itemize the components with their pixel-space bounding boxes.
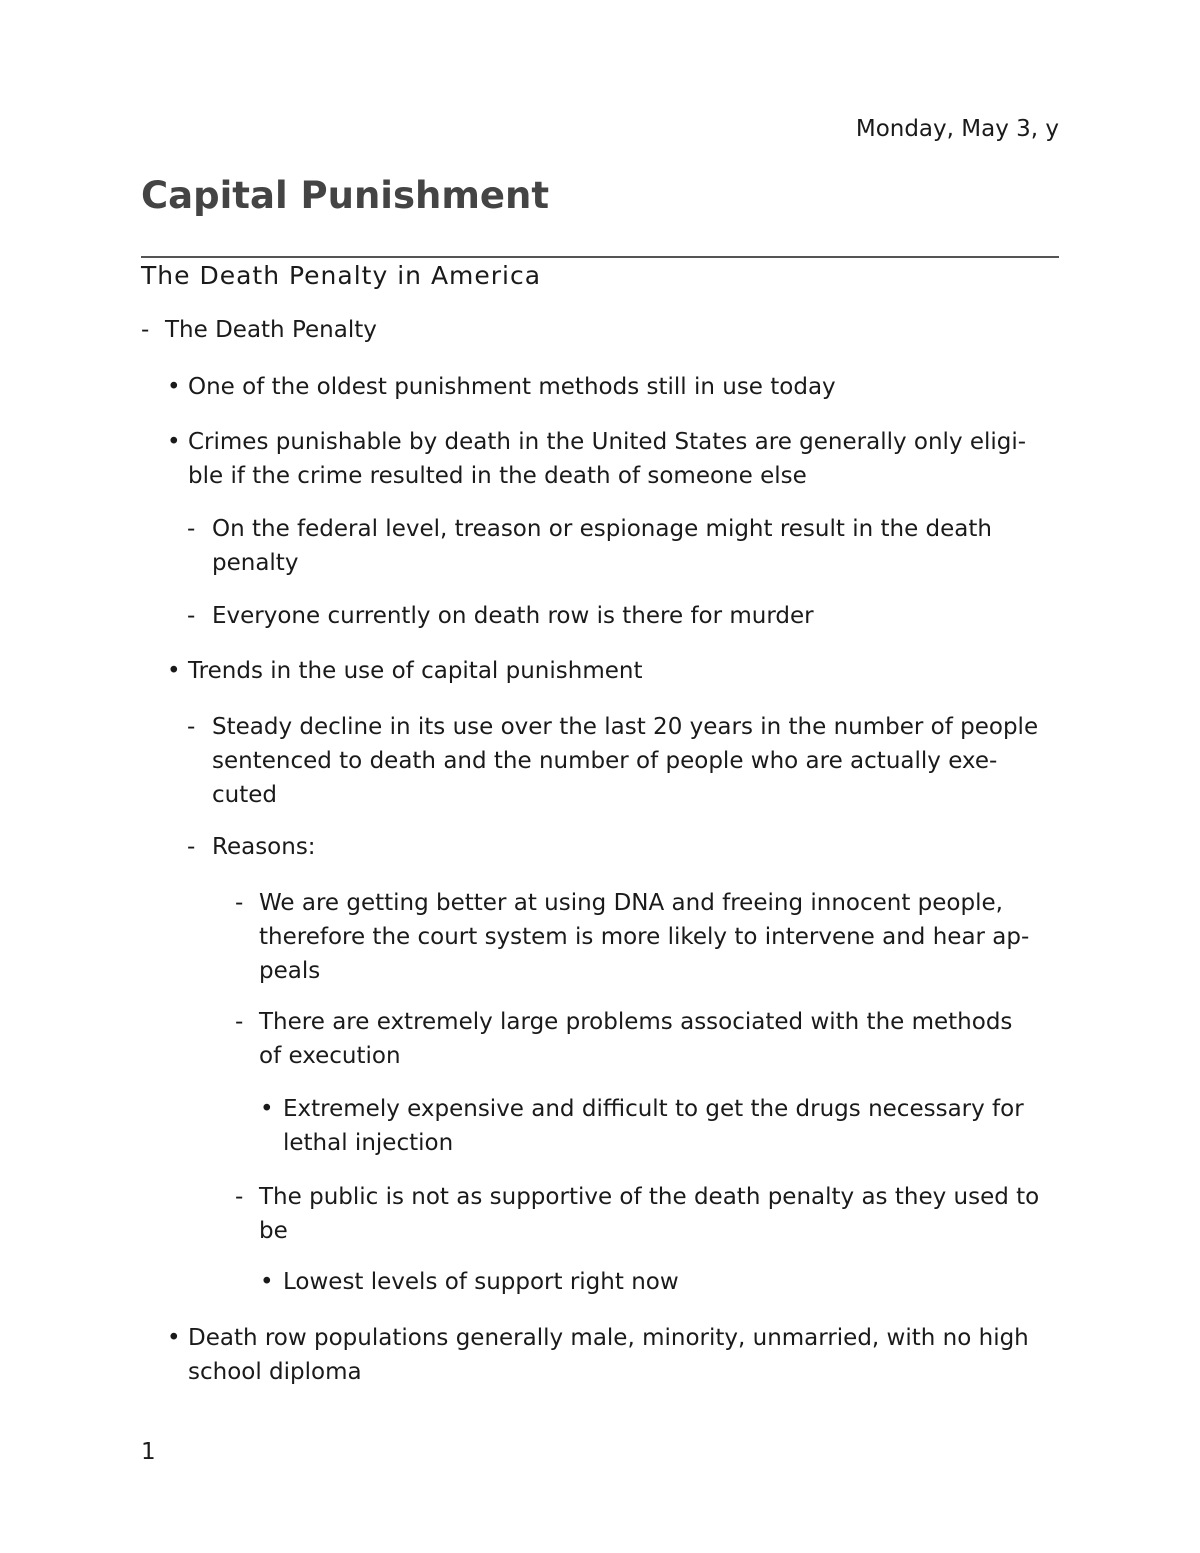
list-item bbox=[167, 370, 1059, 404]
document-date: Monday, May 3, y bbox=[855, 116, 1059, 142]
dash-marker: - bbox=[141, 317, 150, 343]
dash-marker: - bbox=[187, 714, 196, 740]
bullet-marker: • bbox=[167, 374, 181, 400]
list-item-text: One of the oldest punishment methods still in use today bbox=[188, 374, 836, 400]
title-divider bbox=[141, 256, 1059, 258]
list-item-text: Extremely expensive and difficult to get the drugs necessary for lethal injection bbox=[283, 1096, 1024, 1156]
bullet-marker: • bbox=[260, 1269, 274, 1295]
list-item bbox=[167, 425, 1059, 493]
dash-marker: - bbox=[187, 516, 196, 542]
page-number: 1 bbox=[141, 1439, 156, 1465]
list-item bbox=[187, 830, 1059, 864]
list-item-text: Death row populations generally male, minority, unmarried, with no high school diploma bbox=[188, 1325, 1029, 1385]
bullet-marker: • bbox=[260, 1096, 274, 1122]
list-item bbox=[260, 1092, 1059, 1160]
list-item bbox=[187, 512, 1059, 580]
list-item-text: Crimes punishable by death in the United States are generally only eligi-ble if the crime resulted in the death of someone else bbox=[188, 429, 1027, 489]
bullet-marker: • bbox=[167, 1325, 181, 1351]
list-item bbox=[187, 599, 1059, 633]
dash-marker: - bbox=[235, 890, 244, 916]
list-item-text: Trends in the use of capital punishment bbox=[188, 658, 643, 684]
list-item-text: Everyone currently on death row is there for murder bbox=[212, 603, 814, 629]
dash-marker: - bbox=[187, 603, 196, 629]
page-title: Capital Punishment bbox=[141, 174, 550, 217]
list-item-text: Lowest levels of support right now bbox=[283, 1269, 679, 1295]
dash-marker: - bbox=[235, 1184, 244, 1210]
list-item-text: We are getting better at using DNA and freeing innocent people, therefore the court system is more likely to intervene and hear ap-peals bbox=[259, 890, 1030, 984]
list-item-text: The public is not as supportive of the death penalty as they used to be bbox=[259, 1184, 1040, 1244]
list-item-text: Steady decline in its use over the last 20 years in the number of people sentenced to death and the number of people who are actually exe-cuted bbox=[212, 714, 1039, 808]
list-item-text: Reasons: bbox=[212, 834, 316, 860]
list-item-text: There are extremely large problems associated with the methods of execution bbox=[259, 1009, 1013, 1069]
list-item bbox=[260, 1265, 1059, 1299]
list-item bbox=[235, 1005, 1059, 1073]
list-item bbox=[167, 654, 1059, 688]
list-item bbox=[187, 710, 1059, 812]
list-item bbox=[167, 1321, 1059, 1389]
bullet-marker: • bbox=[167, 658, 181, 684]
bullet-marker: • bbox=[167, 429, 181, 455]
section-heading: The Death Penalty in America bbox=[141, 261, 542, 290]
list-item bbox=[235, 1180, 1059, 1248]
list-item bbox=[141, 313, 1059, 347]
list-item-text: On the federal level, treason or espionage might result in the death penalty bbox=[212, 516, 992, 576]
list-item bbox=[235, 886, 1059, 988]
dash-marker: - bbox=[235, 1009, 244, 1035]
dash-marker: - bbox=[187, 834, 196, 860]
list-item-text: The Death Penalty bbox=[165, 317, 377, 343]
